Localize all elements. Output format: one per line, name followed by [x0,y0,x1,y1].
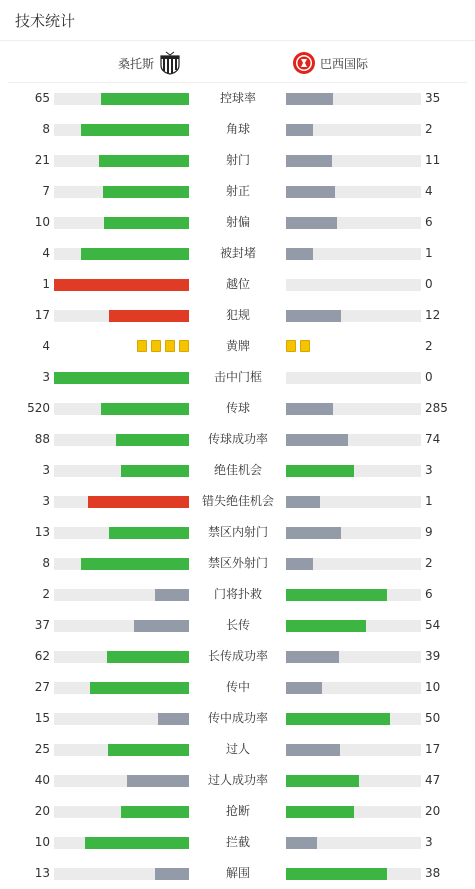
home-value: 3 [42,463,50,477]
stat-row [0,672,475,703]
away-bar-fill [286,589,387,601]
away-value: 74 [425,432,441,446]
away-bar-track [286,403,421,415]
stat-row [0,765,475,796]
away-value: 17 [425,742,441,756]
stat-label: 传中成功率 [207,711,268,725]
stat-row [0,579,475,610]
away-value: 38 [425,866,441,880]
home-bar-track [54,186,189,198]
away-bar-fill [286,217,337,229]
home-bar-track [54,155,189,167]
home-value: 25 [34,742,50,756]
away-bar-track [286,186,421,198]
away-value: 35 [425,91,441,105]
away-bar-track [286,651,421,663]
home-value: 17 [34,308,50,322]
home-value: 27 [34,680,50,694]
stat-row [0,424,475,455]
home-value: 3 [42,494,50,508]
away-bar-track [286,589,421,601]
stat-label: 拦截 [225,835,250,849]
home-bar-fill [134,620,189,632]
stat-row [0,455,475,486]
away-bar-track [286,837,421,849]
away-value: 12 [425,308,441,322]
away-bar-fill [286,713,390,725]
home-value: 40 [34,773,50,787]
away-value: 47 [425,773,441,787]
yellow-card-icon [286,340,296,352]
away-value: 6 [425,215,433,229]
away-bar-fill [286,496,320,508]
yellow-card-icon [137,340,147,352]
away-bar-track [286,465,421,477]
away-value: 2 [425,122,433,136]
home-bar-fill [88,496,189,508]
home-bar-track [54,124,189,136]
stat-label: 被封堵 [219,246,256,260]
away-value: 2 [425,556,433,570]
home-bar-fill [155,868,189,880]
stat-row [0,858,475,889]
santos-crest-icon [158,51,182,75]
home-value: 1 [42,277,50,291]
away-bar-fill [286,837,317,849]
home-bar-track [54,93,189,105]
home-team-name: 桑托斯 [117,56,154,71]
internacional-crest-icon [292,51,316,75]
stat-label: 传中 [225,680,250,694]
home-value: 4 [42,339,50,353]
away-bar-track [286,217,421,229]
stat-row [0,331,475,362]
away-value: 0 [425,277,433,291]
page-title: 技术统计 [15,12,76,30]
away-value: 3 [425,463,433,477]
home-yellow-cards [137,340,189,353]
away-bar-fill [286,775,359,787]
away-bar-fill [286,744,340,756]
away-value: 285 [425,401,448,415]
away-bar-fill [286,558,313,570]
stat-label: 控球率 [219,91,256,105]
home-bar-fill [108,744,189,756]
away-value: 10 [425,680,441,694]
yellow-card-icon [151,340,161,352]
home-bar-fill [109,310,189,322]
stat-label: 犯规 [225,308,250,322]
home-bar-fill [121,465,189,477]
away-bar-track [286,155,421,167]
away-bar-fill [286,620,366,632]
home-bar-fill [99,155,189,167]
stat-row [0,207,475,238]
home-bar-fill [90,682,189,694]
stat-row [0,641,475,672]
away-value: 20 [425,804,441,818]
away-bar-track [286,496,421,508]
away-yellow-cards [286,340,310,353]
away-value: 54 [425,618,441,632]
home-bar-track [54,744,189,756]
stat-label: 角球 [225,122,250,136]
home-value: 4 [42,246,50,260]
away-bar-fill [286,248,313,260]
stat-label: 击中门框 [213,370,262,384]
away-bar-track [286,124,421,136]
away-bar-track [286,434,421,446]
stats-list [0,83,475,889]
stat-label: 错失绝佳机会 [201,494,274,508]
home-bar-track [54,527,189,539]
away-value: 11 [425,153,441,167]
home-bar-fill [107,651,189,663]
home-value: 13 [34,866,50,880]
yellow-card-icon [165,340,175,352]
home-value: 37 [34,618,50,632]
home-bar-track [54,837,189,849]
away-bar-track [286,93,421,105]
away-value: 3 [425,835,433,849]
stat-row [0,393,475,424]
home-value: 21 [34,153,50,167]
home-bar-track [54,651,189,663]
yellow-card-icon [179,340,189,352]
home-bar-fill [155,589,189,601]
stat-row [0,114,475,145]
stat-row [0,362,475,393]
stat-row [0,827,475,858]
stat-row [0,300,475,331]
away-bar-fill [286,527,341,539]
home-bar-fill [54,279,189,291]
stat-row [0,269,475,300]
away-bar-fill [286,651,339,663]
away-bar-track [286,775,421,787]
home-bar-fill [103,186,189,198]
away-bar-fill [286,186,335,198]
away-bar-track [286,372,421,384]
home-bar-track [54,434,189,446]
stat-label: 射门 [225,153,250,167]
away-bar-fill [286,155,332,167]
home-bar-track [54,310,189,322]
home-bar-track [54,775,189,787]
home-bar-track [54,217,189,229]
home-bar-fill [109,527,189,539]
away-value: 50 [425,711,441,725]
home-value: 62 [34,649,50,663]
stat-label: 抢断 [225,804,250,818]
home-bar-track [54,248,189,260]
home-bar-track [54,620,189,632]
home-value: 8 [42,122,50,136]
home-bar-fill [116,434,189,446]
away-bar-track [286,558,421,570]
away-value: 1 [425,494,433,508]
away-team[interactable] [292,51,368,75]
home-bar-track [54,279,189,291]
stat-row [0,703,475,734]
away-bar-fill [286,124,313,136]
away-bar-fill [286,868,387,880]
home-bar-fill [85,837,189,849]
away-bar-track [286,620,421,632]
home-team[interactable] [118,51,182,75]
home-value: 8 [42,556,50,570]
away-bar-track [286,310,421,322]
away-bar-track [286,527,421,539]
stat-row [0,238,475,269]
away-bar-track [286,682,421,694]
stat-row [0,176,475,207]
home-value: 7 [42,184,50,198]
stat-label: 绝佳机会 [213,463,262,477]
teams-bar [8,41,467,83]
home-value: 20 [34,804,50,818]
yellow-card-icon [300,340,310,352]
stat-row [0,517,475,548]
away-value: 39 [425,649,441,663]
stat-label: 过人 [225,742,250,756]
away-value: 1 [425,246,433,260]
stat-row [0,796,475,827]
stat-label: 长传成功率 [207,649,268,663]
home-bar-track [54,868,189,880]
home-bar-track [54,558,189,570]
stat-row [0,145,475,176]
home-bar-fill [101,93,189,105]
home-value: 2 [42,587,50,601]
home-bar-fill [158,713,189,725]
away-bar-track [286,806,421,818]
stat-label: 门将扑救 [213,587,262,601]
home-value: 10 [34,215,50,229]
away-bar-fill [286,403,333,415]
home-bar-fill [54,372,189,384]
away-bar-fill [286,465,354,477]
home-bar-track [54,403,189,415]
home-bar-fill [81,248,189,260]
stat-label: 传球成功率 [207,432,268,446]
home-bar-fill [81,558,189,570]
away-value: 9 [425,525,433,539]
home-bar-track [54,465,189,477]
home-bar-fill [127,775,189,787]
away-bar-fill [286,434,348,446]
home-value: 15 [34,711,50,725]
stat-row [0,486,475,517]
away-bar-fill [286,682,322,694]
away-value: 6 [425,587,433,601]
home-bar-fill [104,217,189,229]
stat-label: 射偏 [225,215,250,229]
stat-label: 禁区内射门 [207,525,268,539]
home-value: 65 [34,91,50,105]
home-bar-fill [121,806,189,818]
away-bar-fill [286,806,354,818]
stat-row [0,734,475,765]
home-bar-track [54,496,189,508]
home-value: 10 [34,835,50,849]
away-bar-track [286,713,421,725]
home-value: 520 [27,401,50,415]
away-value: 4 [425,184,433,198]
stat-row [0,83,475,114]
stat-label: 禁区外射门 [207,556,268,570]
home-bar-track [54,682,189,694]
home-value: 3 [42,370,50,384]
away-value: 2 [425,339,433,353]
away-bar-fill [286,310,341,322]
stats-header [0,0,475,41]
away-bar-fill [286,93,333,105]
stat-label: 越位 [225,277,250,291]
home-bar-track [54,589,189,601]
stat-label: 射正 [225,184,250,198]
away-bar-track [286,248,421,260]
away-bar-track [286,744,421,756]
stat-label: 长传 [225,618,250,632]
home-bar-track [54,713,189,725]
home-bar-track [54,806,189,818]
home-bar-track [54,372,189,384]
stat-label: 过人成功率 [207,773,268,787]
home-bar-fill [101,403,189,415]
stat-label: 黄牌 [225,339,250,353]
away-bar-track [286,868,421,880]
away-bar-track [286,279,421,291]
away-value: 0 [425,370,433,384]
stat-row [0,610,475,641]
stat-label: 传球 [225,401,250,415]
home-bar-fill [81,124,189,136]
stat-row [0,548,475,579]
home-value: 88 [34,432,50,446]
stat-label: 解围 [225,866,250,880]
home-value: 13 [34,525,50,539]
away-team-name: 巴西国际 [320,56,369,71]
